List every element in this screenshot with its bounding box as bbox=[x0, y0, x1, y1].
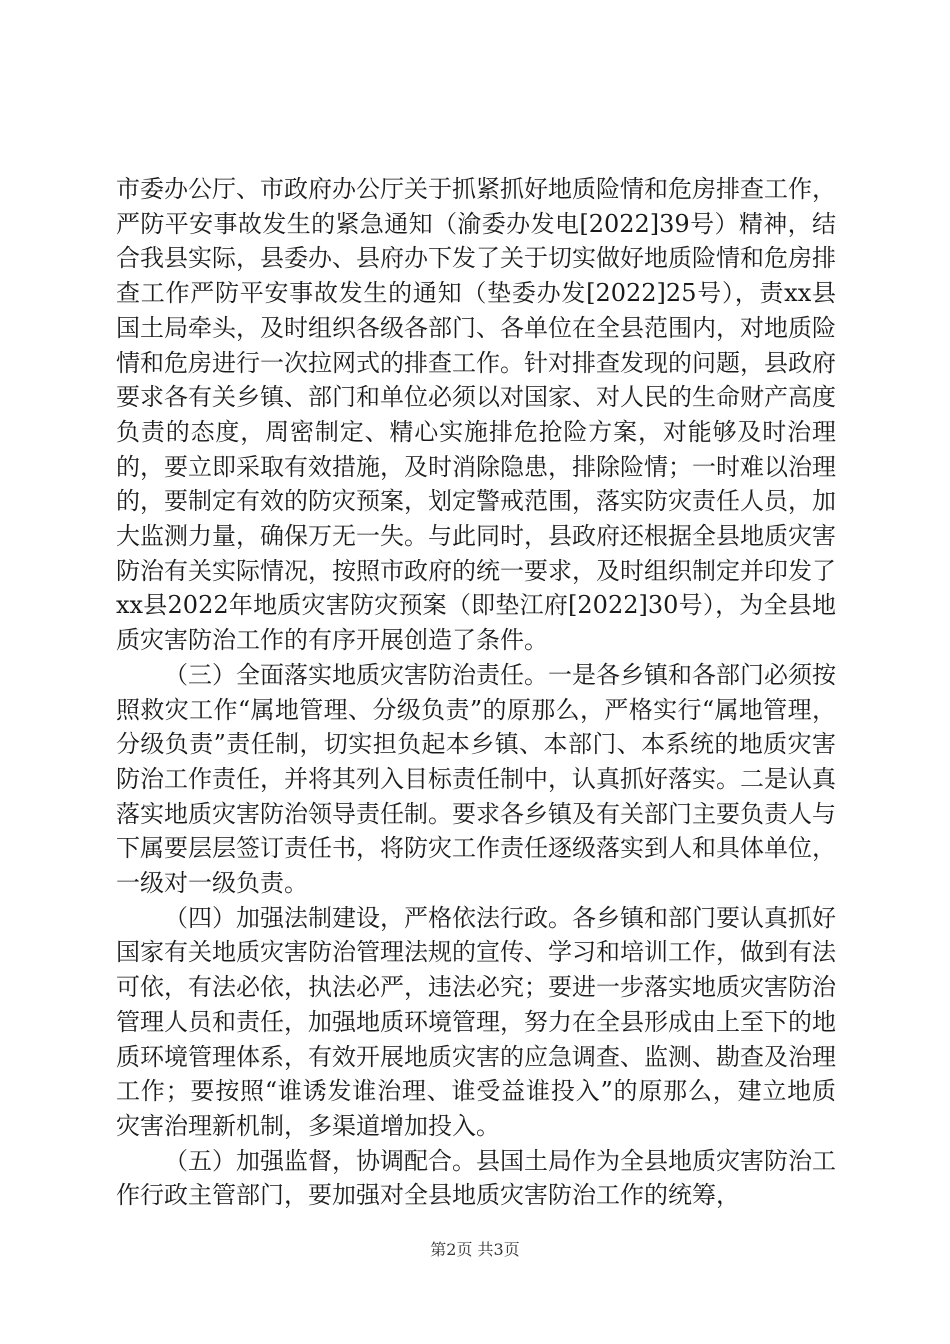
document-body bbox=[116, 172, 836, 1213]
paragraph-section-5: （五）加强监督，协调配合。县国土局作为全县地质灾害防治工作行政主管部门，要加强对全县地质灾害防治工作的统筹， bbox=[116, 1146, 836, 1210]
paragraph-section-4: （四）加强法制建设，严格依法行政。各乡镇和部门要认真抓好国家有关地质灾害防治管理法规的宣传、学习和培训工作，做到有法可依，有法必依，执法必严，违法必究；要进一步落实地质灾害防治管理人员和责任，加强地质环境管理，努力在全县形成由上至下的地质环境管理体系，有效开展地质灾害的应急调查、监测、勘查及治理工作；要按照“谁诱发谁治理、谁受益谁投入”的原那么，建立地质灾害治理新机制，多渠道增加投入。 bbox=[116, 903, 836, 1140]
paragraph-continued: 市委办公厅、市政府办公厅关于抓紧抓好地质险情和危房排查工作，严防平安事故发生的紧急通知（渝委办发电[2022]39号）精神，结合我县实际，县委办、县府办下发了关于切实做好地质险情和危房排查工作严防平安事故发生的通知（垫委办发[2022]25号），责xx县国土局牵头，及时组织各级各部门、各单位在全县范围内，对地质险情和危房进行一次拉网式的排查工作。针对排查发现的问题，县政府要求各有关乡镇、部门和单位必须以对国家、对人民的生命财产高度负责的态度，周密制定、精心实施排危抢险方案，对能够及时治理的，要立即采取有效措施，及时消除隐患，排除险情；一时难以治理的，要制定有效的防灾预案，划定警戒范围，落实防灾责任人员，加大监测力量，确保万无一失。与此同时，县政府还根据全县地质灾害防治有关实际情况，按照市政府的统一要求，及时组织制定并印发了xx县2022年地质灾害防灾预案（即垫江府[2022]30号），为全县地质灾害防治工作的有序开展创造了条件。 bbox=[116, 175, 836, 655]
page-footer bbox=[0, 1237, 950, 1260]
paragraph-section-3: （三）全面落实地质灾害防治责任。一是各乡镇和各部门必须按照救灾工作“属地管理、分级负责”的原那么，严格实行“属地管理，分级负责”责任制，切实担负起本乡镇、本部门、本系统的地质灾害防治工作责任，并将其列入目标责任制中，认真抓好落实。二是认真落实地质灾害防治领导责任制。要求各乡镇及有关部门主要负责人与下属要层层签订责任书，将防灾工作责任逐级落实到人和具体单位，一级对一级负责。 bbox=[116, 660, 836, 898]
page-number-label: 第2页 共3页 bbox=[430, 1240, 520, 1259]
